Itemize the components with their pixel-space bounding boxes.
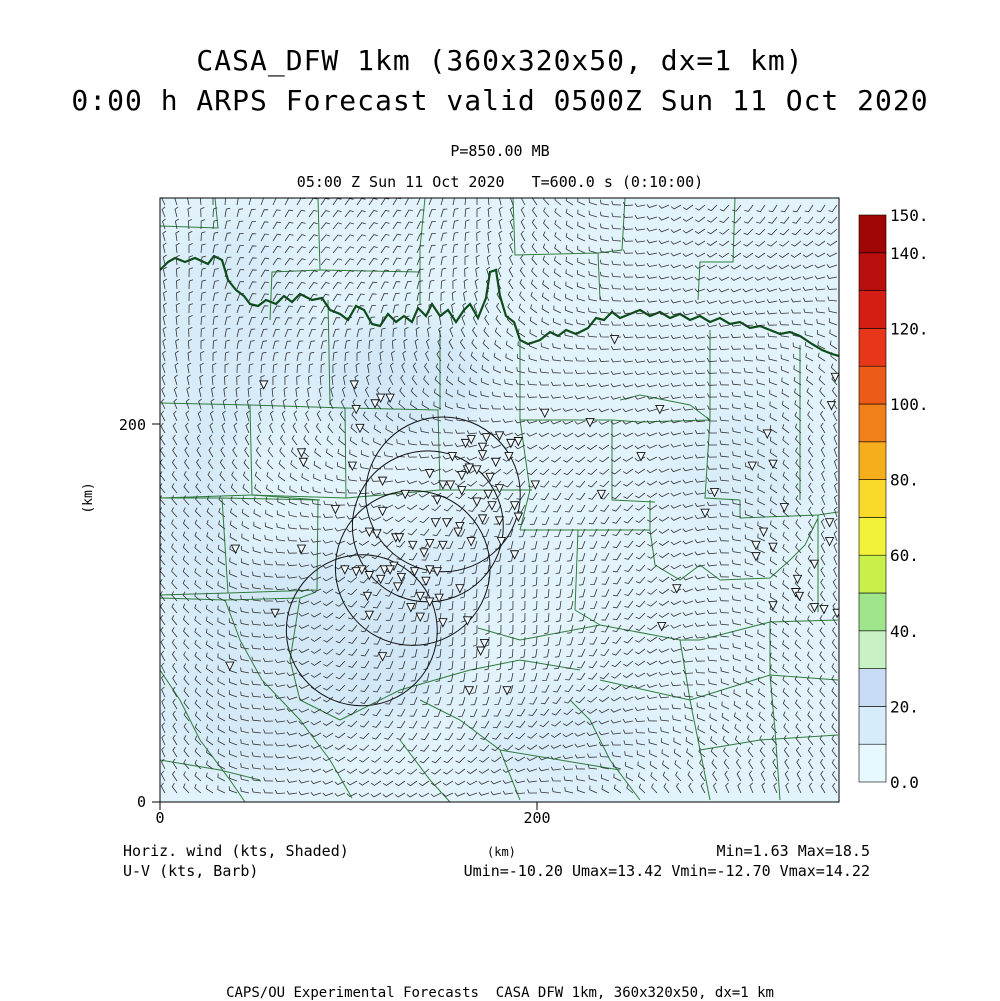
shading-legend: Horiz. wind (kts, Shaded): [123, 842, 349, 860]
colorbar-bin: [859, 669, 886, 707]
colorbar-bin: [859, 215, 886, 253]
colorbar-label: 0.0: [890, 773, 919, 792]
colorbar-bin: [859, 442, 886, 480]
y-axis-label: (km): [81, 482, 96, 514]
x-tick-label-0: 0: [155, 809, 165, 827]
colorbar-bin: [859, 593, 886, 631]
colorbar-bin: [859, 480, 886, 518]
colorbar-bin: [859, 366, 886, 404]
valid-time-label: 05:00 Z Sun 11 Oct 2020 T=600.0 s (0:10:00): [296, 173, 704, 191]
colorbar-label: 100.: [890, 395, 929, 414]
x-tick-label-200: 200: [523, 809, 551, 827]
uv-stats: Umin=-10.20 Umax=13.42 Vmin=-12.70 Vmax=14.22: [463, 862, 870, 880]
colorbar-label: 80.: [890, 470, 919, 490]
colorbar-bin: [859, 253, 886, 291]
colorbar-label: 20.: [890, 697, 919, 717]
barb-legend: U-V (kts, Barb): [123, 862, 259, 880]
colorbar-label: 150.: [890, 206, 929, 225]
plot-title-line-1: CASA_DFW 1km (360x320x50, dx=1 km): [196, 44, 804, 77]
pressure-level-label: P=850.00 MB: [450, 142, 550, 160]
colorbar-bin: [859, 555, 886, 593]
colorbar-bin: [859, 291, 886, 329]
colorbar-bin: [859, 328, 886, 366]
y-tick-label-200: 200: [118, 416, 146, 434]
colorbar-label: 140.: [890, 243, 929, 263]
footer-credit: CAPS/OU Experimental Forecasts CASA DFW 1km, 360x320x50, dx=1 km: [226, 985, 774, 1001]
colorbar-label: 60.: [890, 546, 919, 566]
colorbar-label: 120.: [890, 319, 929, 339]
plot-title-line-2: 0:00 h ARPS Forecast valid 0500Z Sun 11 Oct 2020: [71, 84, 929, 117]
colorbar-bin: [859, 404, 886, 442]
y-tick-label-0: 0: [136, 793, 146, 811]
wind-speed-shading: [160, 195, 866, 802]
min-max-stats: Min=1.63 Max=18.5: [716, 842, 870, 860]
colorbar-bin: [859, 631, 886, 669]
colorbar-bin: [859, 517, 886, 555]
colorbar: [859, 215, 886, 782]
colorbar-label: 40.: [890, 621, 919, 641]
colorbar-bin: [859, 706, 886, 744]
x-axis-label: (km): [487, 845, 516, 859]
colorbar-bin: [859, 744, 886, 782]
